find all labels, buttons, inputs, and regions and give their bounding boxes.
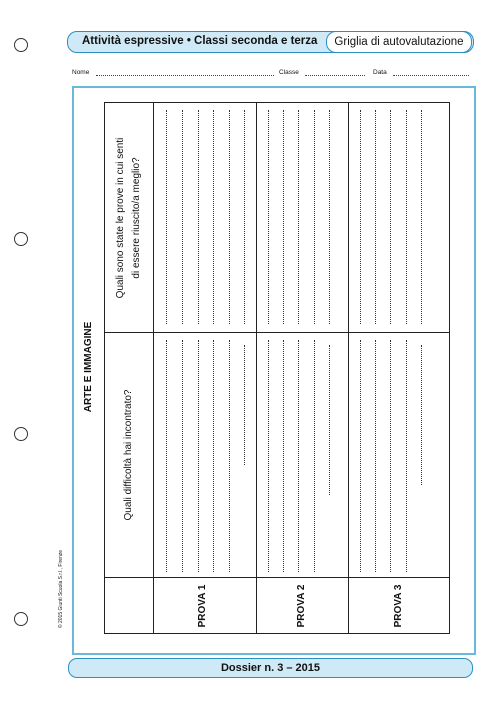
answer-line[interactable] xyxy=(213,340,214,572)
binder-hole xyxy=(14,427,28,441)
answer-line[interactable] xyxy=(244,110,245,324)
answer-line[interactable] xyxy=(314,110,315,324)
answer-line[interactable] xyxy=(229,340,230,572)
header-label: Griglia di autovalutazione xyxy=(326,31,472,53)
table-divider xyxy=(348,102,349,634)
answer-line[interactable] xyxy=(283,340,284,572)
field-label-data: Data xyxy=(373,69,387,76)
answer-line[interactable] xyxy=(375,110,376,324)
answer-line[interactable] xyxy=(198,110,199,324)
answer-line[interactable] xyxy=(182,340,183,572)
header-title: Attività espressive • Classi seconda e terza xyxy=(82,35,318,47)
answer-line[interactable] xyxy=(298,110,299,324)
answer-line[interactable] xyxy=(283,110,284,324)
binder-hole xyxy=(14,612,28,626)
question-best-tests-line-2: di essere riuscito/a meglio? xyxy=(131,157,142,279)
table-divider xyxy=(153,102,154,634)
field-label-nome: Nome xyxy=(72,69,90,76)
answer-line[interactable] xyxy=(166,110,167,324)
answer-line[interactable] xyxy=(166,340,167,572)
answer-line[interactable] xyxy=(182,110,183,324)
answer-line[interactable] xyxy=(213,110,214,324)
answer-line[interactable] xyxy=(406,110,407,324)
answer-line[interactable] xyxy=(421,110,422,324)
row-label-prova-1: PROVA 1 xyxy=(197,584,208,628)
field-label-classe: Classe xyxy=(279,69,299,76)
answer-line[interactable] xyxy=(406,340,407,572)
question-best-tests xyxy=(113,118,145,318)
answer-line[interactable] xyxy=(360,110,361,324)
answer-line[interactable] xyxy=(229,110,230,324)
answer-line[interactable] xyxy=(298,340,299,572)
answer-line[interactable] xyxy=(244,345,245,465)
section-title: ARTE E IMMAGINE xyxy=(83,321,94,413)
answer-line[interactable] xyxy=(329,110,330,324)
binder-hole xyxy=(14,38,28,52)
answer-line[interactable] xyxy=(329,345,330,495)
question-difficulties: Quali difficoltà hai incontrato? xyxy=(123,389,134,521)
footer-dossier: Dossier n. 3 – 2015 xyxy=(68,658,473,678)
binder-hole xyxy=(14,232,28,246)
student-fields xyxy=(72,68,472,78)
answer-line[interactable] xyxy=(360,340,361,572)
answer-line[interactable] xyxy=(268,340,269,572)
row-label-prova-2: PROVA 2 xyxy=(296,584,307,628)
answer-line[interactable] xyxy=(198,340,199,572)
field-line-classe[interactable] xyxy=(305,75,365,76)
field-line-nome[interactable] xyxy=(96,75,274,76)
answer-line[interactable] xyxy=(314,340,315,572)
evaluation-table xyxy=(104,102,450,634)
field-line-data[interactable] xyxy=(393,75,469,76)
table-divider xyxy=(256,102,257,634)
table-divider xyxy=(104,332,450,333)
answer-line[interactable] xyxy=(268,110,269,324)
question-best-tests-line-1: Quali sono state le prove in cui senti xyxy=(115,137,126,299)
answer-line[interactable] xyxy=(375,340,376,572)
answer-line[interactable] xyxy=(421,345,422,485)
copyright-text: © 2015 Giunti Scuola S.r.l., Firenze xyxy=(58,549,64,629)
row-label-prova-3: PROVA 3 xyxy=(393,584,404,628)
answer-line[interactable] xyxy=(390,110,391,324)
answer-line[interactable] xyxy=(390,340,391,572)
